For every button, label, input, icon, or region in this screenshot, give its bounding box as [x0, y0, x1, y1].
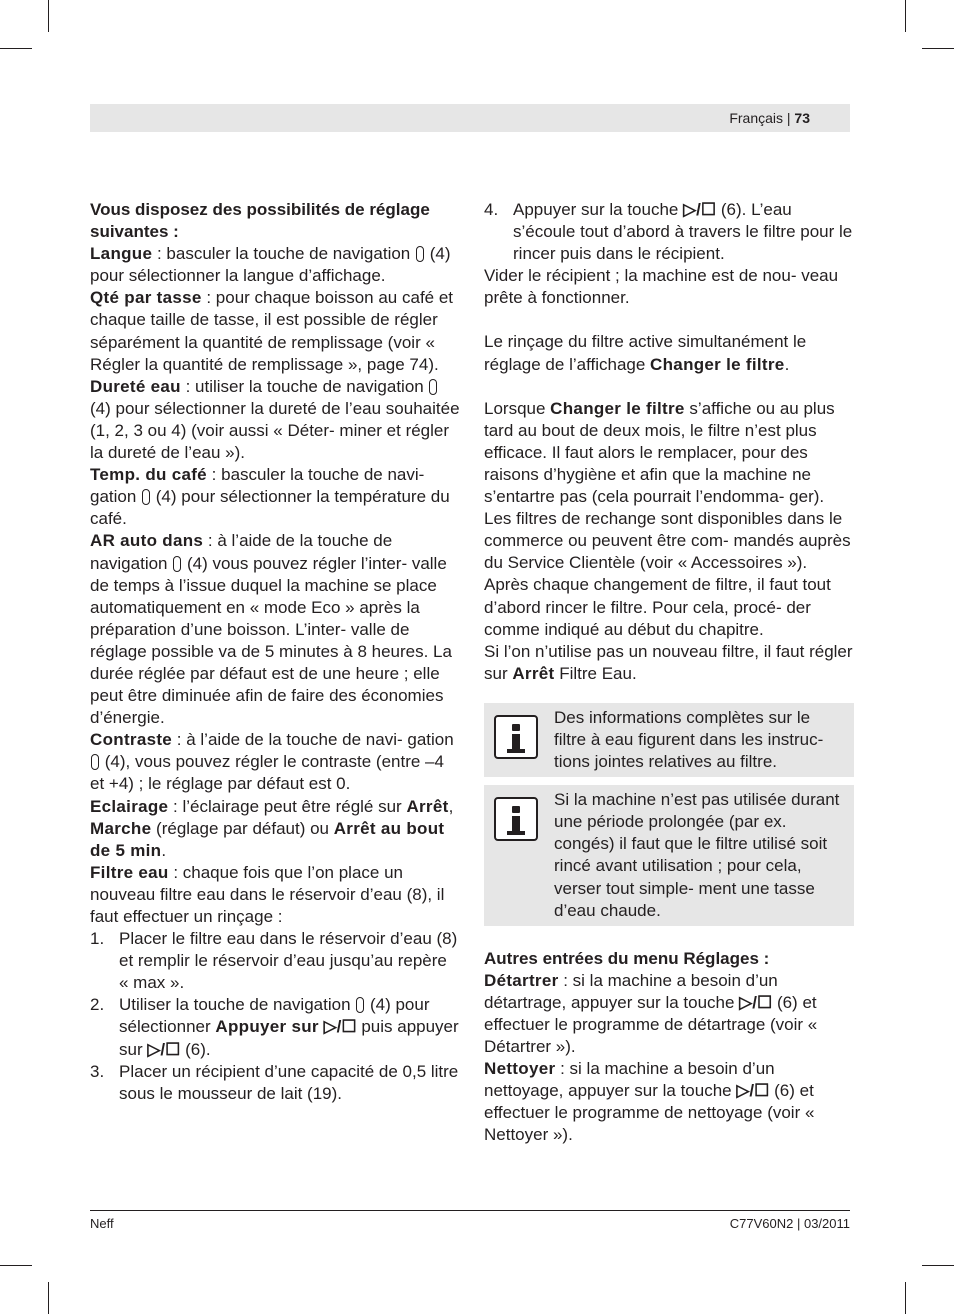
navigation-key-icon — [173, 556, 181, 572]
crop-mark — [922, 1265, 954, 1266]
setting-term: AR auto dans — [90, 531, 204, 551]
list-item: 3. Placer un récipient d’une capacité de 0,5 litre sous le mousseur de lait (19). — [90, 1061, 459, 1103]
setting-term: Détartrer — [484, 970, 559, 990]
crop-mark — [48, 1282, 49, 1314]
footer-model: C77V60N2 | 03/2011 — [729, 1216, 850, 1231]
paragraph: Si l’on n’utilise pas un nouveau filtre, il faut régler sur Arrêt Filtre Eau. — [484, 641, 853, 683]
setting-qte: Qté par tasse : pour chaque boisson au café et chaque taille de tasse, il est possible de régler séparément la quantité de remplissage (voir « Régler la quantité de remplissage », page 74). — [90, 288, 454, 374]
crop-mark — [905, 1282, 906, 1314]
rinse-steps — [90, 928, 460, 1105]
info-icon — [494, 715, 538, 759]
setting-detartrer: Détartrer : si la machine a besoin d’un détartrage, appuyer sur la touche ▷/☐ (6) et effectuer le programme de détartrage (voir « Détartrer »). — [484, 970, 818, 1057]
crop-mark — [0, 48, 32, 49]
setting-nettoyer: Nettoyer : si la machine a besoin d’un nettoyage, appuyer sur la touche ▷/☐ (6) et effectuer le programme de nettoyage (voir « Nettoyer »). — [484, 1059, 815, 1145]
info-box — [484, 785, 854, 926]
setting-term: Eclairage — [90, 796, 169, 816]
crop-mark — [0, 1265, 32, 1266]
header-language: Français — [729, 110, 783, 126]
navigation-key-icon — [91, 754, 99, 770]
page-header — [90, 104, 850, 132]
setting-term: Qté par tasse — [90, 288, 202, 308]
info-text: Des informations complètes sur le filtre à eau figurent dans les instruc- tions jointes relatives au filtre. — [554, 707, 824, 772]
list-item: 4. Appuyer sur la touche ▷/☐ (6). L’eau s’écoule tout d’abord à travers le filtre pour le rincer puis dans le récipient. — [484, 200, 853, 264]
paragraph: Après chaque changement de filtre, il faut tout d’abord rincer le filtre. Pour cela, procé- der comme indiqué au début du chapitre. — [484, 575, 831, 639]
start-stop-key-icon: ▷/☐ — [739, 992, 773, 1012]
header-separator: | — [786, 110, 791, 126]
right-column — [484, 199, 854, 1147]
navigation-key-icon — [142, 489, 150, 505]
footer-divider — [90, 1210, 850, 1211]
footer-brand: Neff — [90, 1216, 114, 1231]
setting-term: Dureté eau — [90, 376, 181, 396]
page-number: 73 — [794, 110, 810, 126]
section-heading: Autres entrées du menu Réglages : — [484, 948, 770, 968]
list-item: 2. Utiliser la touche de navigation (4) pour sélectionner Appuyer sur ▷/☐ puis appuyer sur ▷/☐ (6). — [90, 995, 459, 1059]
setting-term: Langue — [90, 244, 153, 264]
crop-mark — [48, 0, 49, 32]
paragraph: Lorsque Changer le filtre s’affiche ou au plus tard au bout de deux mois, le filtre n’est plus efficace. Il faut alors le remplacer, pour des raisons d’hygiène et afin que la machine ne s’entartre pas (cela pourrait l’endomma- ger). Les filtres de rechange sont disponibles dans le commerce ou peuvent être com- mandés auprès du Service Clientèle (voir « Accessoires »). — [484, 398, 851, 573]
info-box — [484, 703, 854, 777]
setting-term: Contraste — [90, 730, 173, 750]
setting-eclairage: Eclairage : l’éclairage peut être réglé sur Arrêt, Marche (réglage par défaut) ou Arrêt au bout de 5 min. — [90, 796, 454, 860]
start-stop-key-icon: ▷/☐ — [683, 200, 717, 219]
setting-durete: Dureté eau : utiliser la touche de navigation (4) pour sélectionner la dureté de l’eau souhaitée (1, 2, 3 ou 4) (voir aussi « Déter- miner et régler la dureté de l’eau »). — [90, 376, 460, 463]
setting-langue: Langue : basculer la touche de navigation (4) pour sélectionner la langue d’affichage. — [90, 244, 451, 286]
setting-term: Temp. du café — [90, 465, 207, 485]
paragraph: Vider le récipient ; la machine est de nou- veau prête à fonctionner. — [484, 266, 839, 308]
setting-term: Filtre eau — [90, 862, 169, 882]
paragraph: Le rinçage du filtre active simultanément le réglage de l’affichage Changer le filtre. — [484, 332, 807, 374]
rinse-steps-continued — [484, 199, 854, 265]
intro-heading: Vous disposez des possibilités de réglage suivantes : — [90, 200, 430, 242]
setting-temp: Temp. du café : basculer la touche de navi- gation (4) pour sélectionner la température du café. — [90, 465, 450, 529]
navigation-key-icon — [429, 379, 437, 395]
navigation-key-icon — [416, 246, 424, 262]
info-text: Si la machine n’est pas utilisée durant une période prolongée (par ex. congés) il faut que le filtre utilisé soit rincé avant utilisation ; pour cela, verser tout simple- ment une tasse d’eau chaude. — [554, 790, 840, 920]
setting-term: Nettoyer — [484, 1059, 556, 1079]
crop-mark — [905, 0, 906, 32]
header-text — [729, 111, 810, 125]
setting-filtre: Filtre eau : chaque fois que l’on place un nouveau filtre eau dans le réservoir d’eau (8), il faut effectuer un rinçage : — [90, 862, 445, 926]
info-icon — [494, 797, 538, 841]
navigation-key-icon — [356, 997, 364, 1013]
start-stop-key-icon: ▷/☐ — [736, 1081, 770, 1101]
crop-mark — [922, 48, 954, 49]
start-stop-key-icon: ▷/☐ — [147, 1039, 181, 1059]
left-column — [90, 199, 460, 1105]
list-item: 1. Placer le filtre eau dans le réservoir d’eau (8) et remplir le réservoir d’eau jusqu’au repère « max ». — [90, 929, 458, 993]
setting-ar: AR auto dans : à l’aide de la touche de navigation (4) vous pouvez régler l’inter- valle de temps à l’issue duquel la machine se place automatiquement en « mode Eco » après la préparation d’une boisson. L’inter- valle de réglage possible va de 5 minutes à 8 heures. La durée réglée par défaut est de une heure ; elle peut être diminuée afin de faire des économies d’énergie. — [90, 531, 452, 728]
setting-contraste: Contraste : à l’aide de la touche de navi- gation (4), vous pouvez régler le contraste (entre –4 et +4) ; le réglage par défaut est 0. — [90, 730, 454, 794]
start-stop-key-icon: ▷/☐ — [323, 1017, 357, 1037]
